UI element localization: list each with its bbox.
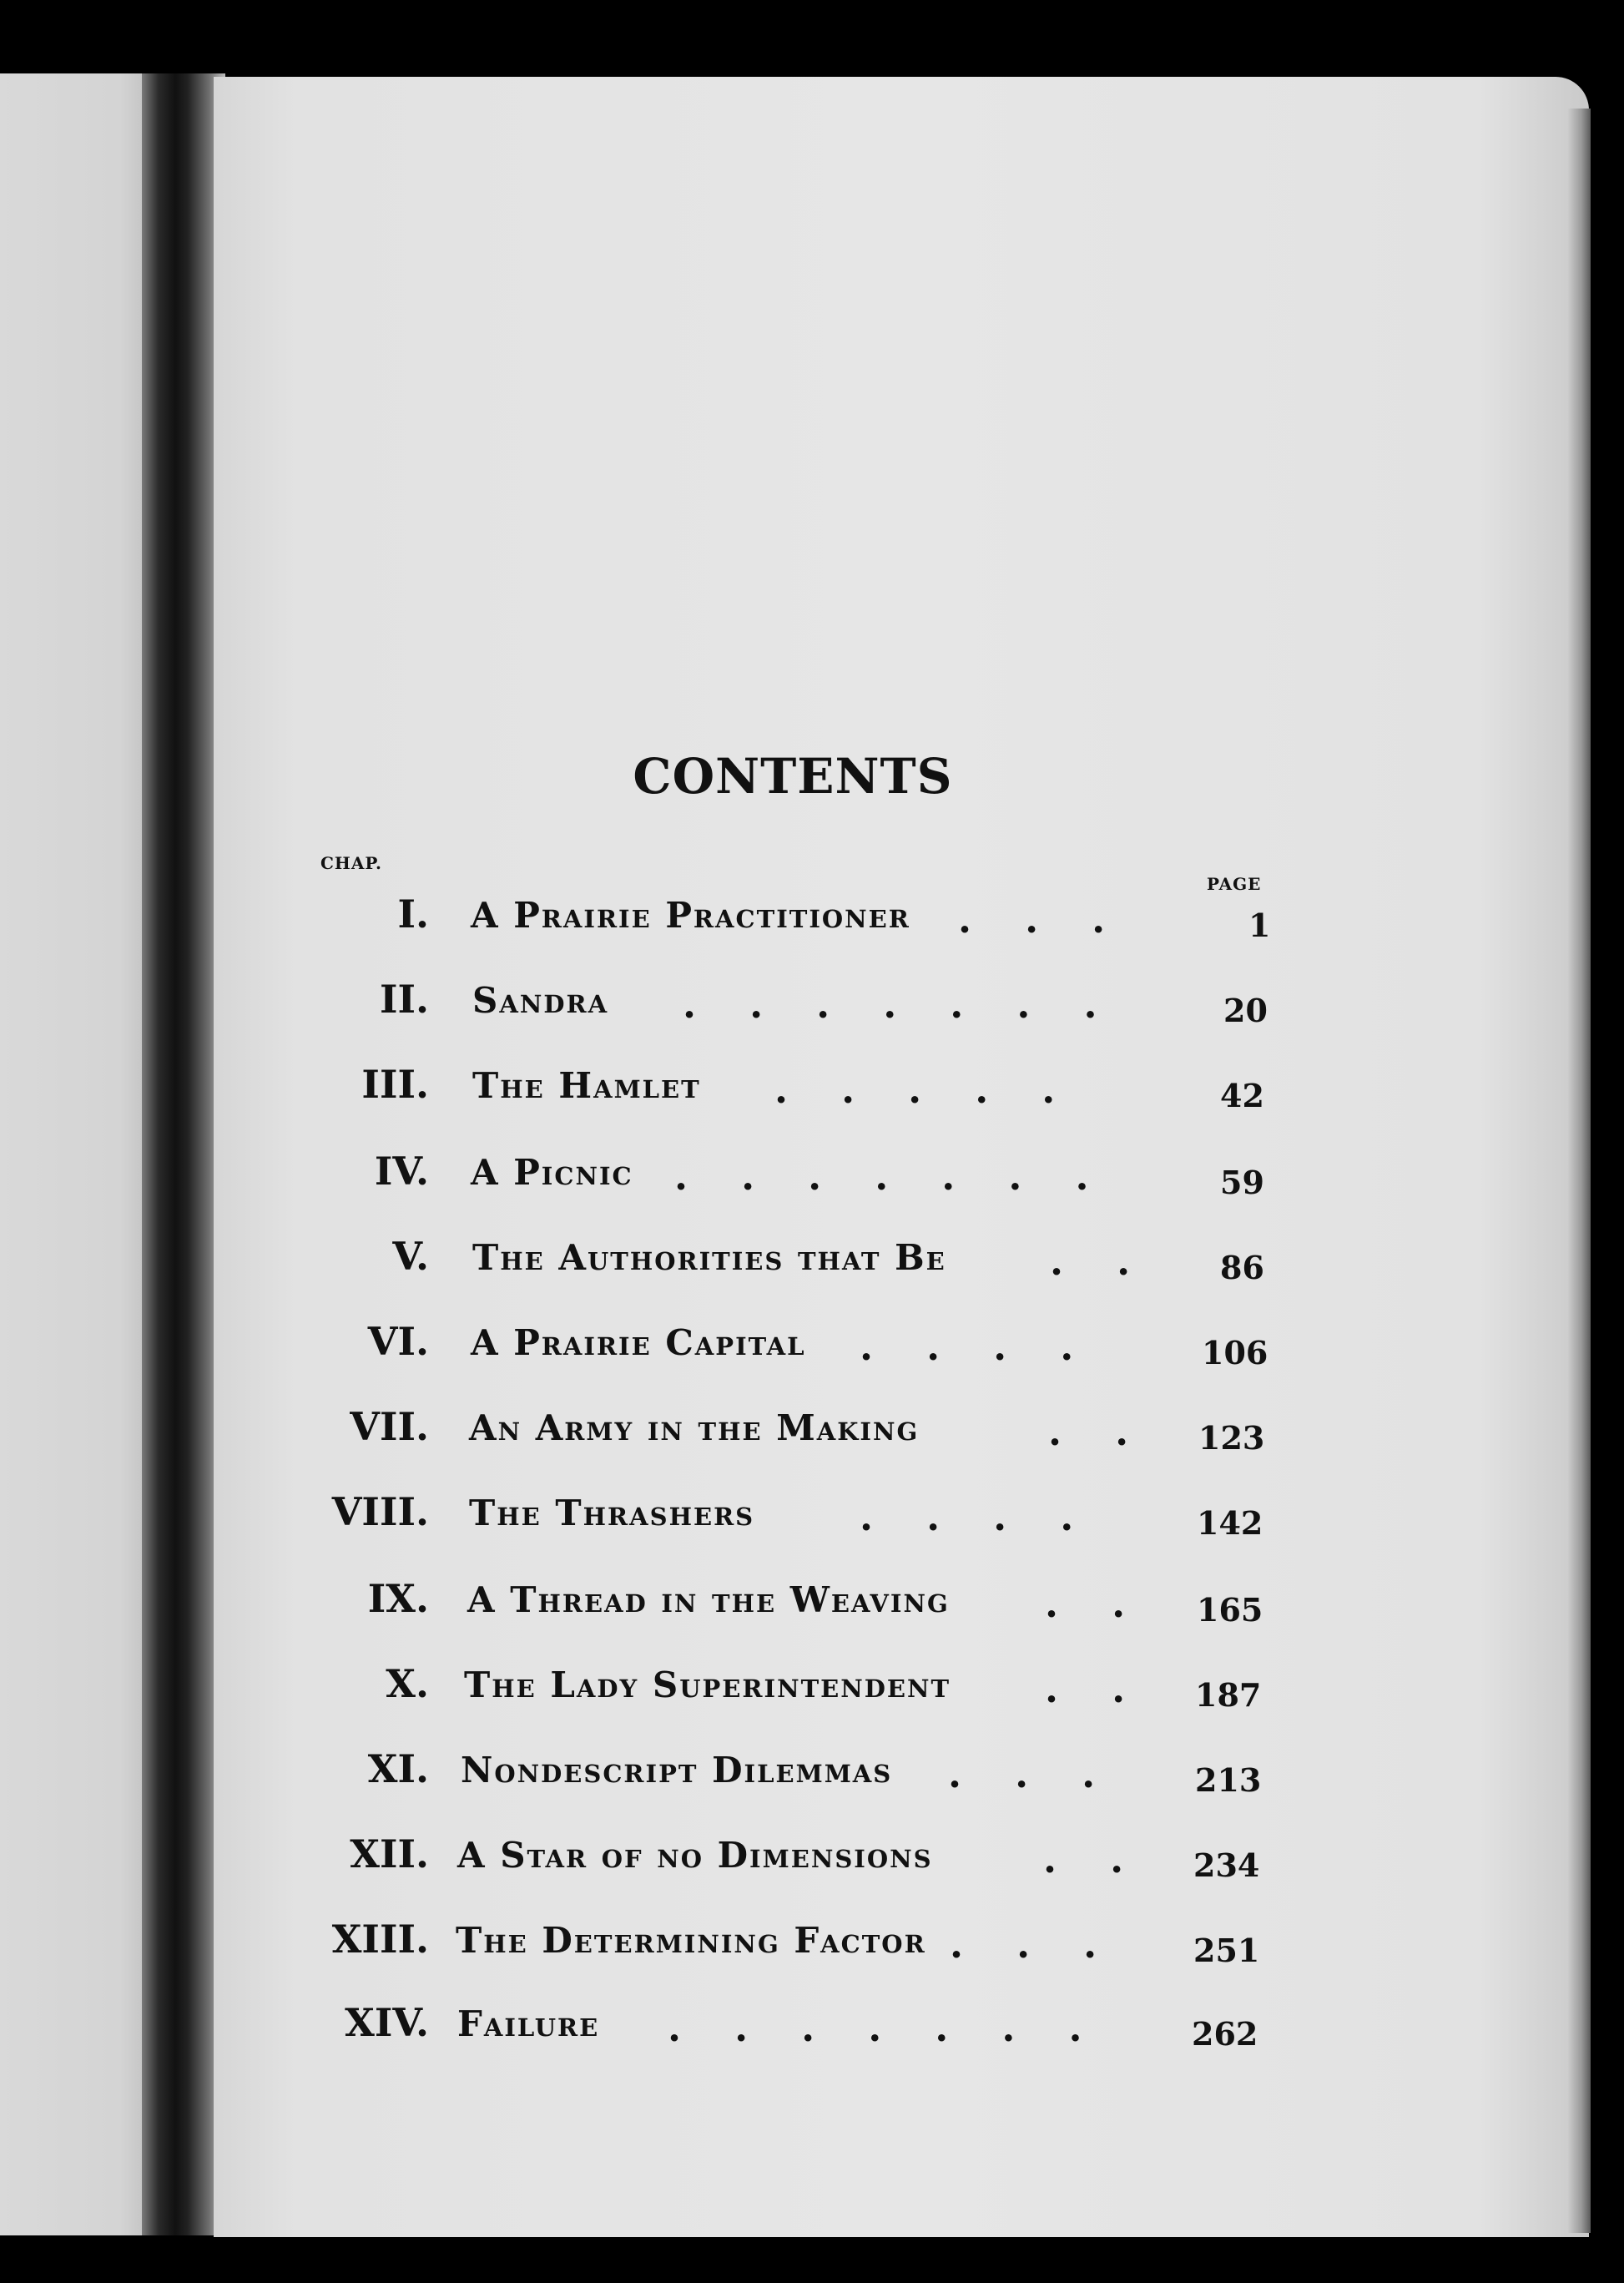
chapter-title: The Thrashers xyxy=(469,1493,755,1533)
toc-entry xyxy=(0,1319,1624,1386)
page-number: 213 xyxy=(1195,1761,1262,1799)
chapter-number: VI. xyxy=(367,1319,429,1364)
toc-entry xyxy=(0,1661,1624,1728)
chapter-number: IV. xyxy=(374,1149,429,1194)
chapter-number: I. xyxy=(397,891,429,937)
toc-entry xyxy=(0,891,1624,958)
chapter-title: A Star of no Dimensions xyxy=(457,1835,933,1876)
dot-leader: . . xyxy=(1050,1239,1131,1284)
page-number: 187 xyxy=(1195,1676,1262,1714)
chapter-number: X. xyxy=(386,1661,429,1706)
chapter-title: The Lady Superintendent xyxy=(464,1664,951,1705)
chapter-number: VII. xyxy=(350,1404,429,1449)
toc-entry xyxy=(0,1149,1624,1215)
dot-leader: . . . . . . . xyxy=(683,982,1097,1027)
page-number: 1 xyxy=(1248,907,1271,944)
dot-leader: . . . . . . . xyxy=(674,1154,1089,1199)
dot-leader: . . . xyxy=(958,897,1106,942)
dot-leader: . . . . xyxy=(860,1494,1074,1539)
toc-entry xyxy=(0,1746,1624,1813)
chapter-title: The Authorities that Be xyxy=(472,1237,946,1278)
chapter-title: An Army in the Making xyxy=(469,1407,920,1448)
chapter-number: XII. xyxy=(350,1831,429,1876)
page-number: 20 xyxy=(1223,992,1268,1029)
chapter-number: IX. xyxy=(367,1576,429,1621)
chapter-title: A Prairie Capital xyxy=(471,1322,806,1363)
page-number: 262 xyxy=(1192,2015,1258,2053)
dot-leader: . . . xyxy=(950,1922,1097,1967)
chapter-number: II. xyxy=(379,977,429,1022)
dot-leader: . . xyxy=(1045,1666,1126,1711)
chapter-title: Sandra xyxy=(472,980,609,1021)
page-number: 165 xyxy=(1197,1591,1263,1629)
page-number: 234 xyxy=(1193,1846,1260,1884)
toc-entry xyxy=(0,1489,1624,1556)
toc-entry xyxy=(0,2000,1624,2067)
contents-heading: CONTENTS xyxy=(633,748,953,805)
dot-leader: . . . . xyxy=(860,1324,1074,1369)
page-number: 59 xyxy=(1220,1164,1264,1201)
chapter-title: Nondescript Dilemmas xyxy=(461,1750,893,1791)
page-number: 106 xyxy=(1202,1334,1268,1371)
chapter-title: The Hamlet xyxy=(472,1065,701,1106)
page-number: 251 xyxy=(1193,1932,1260,1969)
toc-entry xyxy=(0,1831,1624,1898)
page-number: 42 xyxy=(1220,1077,1264,1114)
chapter-title: A Picnic xyxy=(471,1152,633,1193)
page-number: 142 xyxy=(1197,1504,1263,1542)
toc-entry xyxy=(0,1062,1624,1129)
chapter-title: The Determining Factor xyxy=(456,1920,926,1961)
chapter-title: Failure xyxy=(457,2003,600,2044)
dot-leader: . . . . . . . xyxy=(668,2005,1082,2050)
dot-leader: . . . xyxy=(948,1751,1096,1796)
chapter-number: V. xyxy=(392,1234,429,1279)
dot-leader: . . xyxy=(1043,1836,1124,1881)
chapter-number: VIII. xyxy=(331,1489,429,1534)
chapter-number: XIV. xyxy=(345,2000,429,2045)
chapter-number: III. xyxy=(361,1062,429,1107)
toc-entry xyxy=(0,1404,1624,1471)
chapter-number: XI. xyxy=(367,1746,429,1791)
page-number: 123 xyxy=(1198,1419,1265,1457)
page-number: 86 xyxy=(1220,1249,1264,1286)
toc-entry xyxy=(0,977,1624,1043)
toc-entry xyxy=(0,1234,1624,1301)
dot-leader: . . xyxy=(1048,1409,1129,1454)
dot-leader: . . . . . xyxy=(774,1067,1056,1112)
chapter-number: XIII. xyxy=(331,1917,429,1962)
page-column-label: PAGE xyxy=(1207,874,1262,894)
toc-entry xyxy=(0,1576,1624,1643)
dot-leader: . . xyxy=(1045,1581,1126,1626)
chapter-title: A Prairie Practitioner xyxy=(471,895,910,936)
chapter-title: A Thread in the Weaving xyxy=(467,1579,950,1620)
chapter-column-label: CHAP. xyxy=(320,853,383,873)
toc-entry xyxy=(0,1917,1624,1983)
